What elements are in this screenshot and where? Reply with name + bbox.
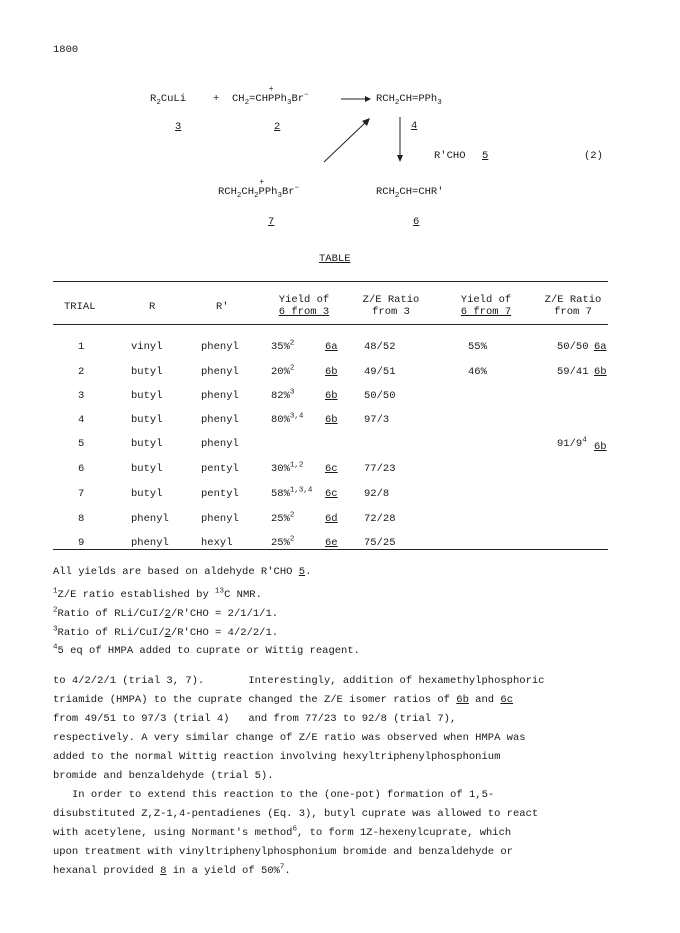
cell-ratio-from-7: 59/41: [557, 366, 589, 378]
cell-trial: 6: [78, 463, 85, 475]
cell-rprime: phenyl: [201, 438, 239, 450]
cell-r: butyl: [131, 438, 163, 450]
cell-product-from-7: 6a: [594, 341, 607, 353]
cell-product-from-3: 6e: [325, 537, 338, 549]
cell-yield-from-3: 25%$^2$: [271, 511, 295, 525]
cell-yield-from-3: 80%$^{3,4}$: [271, 412, 304, 426]
reaction-arrow-icon: [340, 94, 372, 104]
cell-ratio-from-3: 75/25: [364, 537, 396, 549]
table-header-rule: [53, 324, 608, 325]
cell-product-from-3: 6c: [325, 463, 338, 475]
cell-product-from-3: 6b: [325, 414, 338, 426]
label-6: 6: [413, 216, 420, 228]
body-line: disubstituted Z,Z-1,4-pentadienes (Eq. 3), butyl cuprate was allowed to react: [53, 808, 539, 820]
aldehyde: R'CHO: [434, 150, 466, 162]
footnote-general: All yields are based on aldehyde R'CHO 5.: [53, 566, 312, 578]
label-5: 5: [482, 150, 489, 162]
page-number: 1800: [53, 44, 79, 56]
cell-yield-from-3: 35%$^2$: [271, 339, 295, 353]
cell-ratio-from-3: 48/52: [364, 341, 396, 353]
body-line: triamide (HMPA) to the cuprate changed the Z/E isomer ratios of 6b and 6c: [53, 694, 513, 706]
cell-trial: 4: [78, 414, 85, 426]
cell-trial: 8: [78, 513, 85, 525]
cell-yield-from-3: 30%$^{1,2}$: [271, 461, 304, 475]
footnote-1: $^1$Z/E ratio established by $^{13}$C NMR.: [53, 587, 262, 601]
down-arrow-icon: [395, 116, 405, 164]
cell-ratio-from-3: 49/51: [364, 366, 396, 378]
cell-rprime: phenyl: [201, 513, 239, 525]
cell-rprime: phenyl: [201, 414, 239, 426]
cell-trial: 7: [78, 488, 85, 500]
cell-r: butyl: [131, 390, 163, 402]
body-line: hexanal provided 8 in a yield of 50%$^7$.: [53, 863, 291, 877]
cell-ratio-from-3: 50/50: [364, 390, 396, 402]
reagent-2: $CH_2=CH+ PPh_3Br^-$: [232, 93, 309, 105]
body-line: bromide and benzaldehyde (trial 5).: [53, 770, 274, 782]
cell-rprime: phenyl: [201, 390, 239, 402]
cell-r: butyl: [131, 488, 163, 500]
header-r: R: [149, 301, 156, 313]
table-top-rule: [53, 281, 608, 282]
body-line: In order to extend this reaction to the (one-pot) formation of 1,5-: [72, 789, 495, 801]
body-line: added to the normal Wittig reaction involving hexyltriphenylphosphonium: [53, 751, 501, 763]
cell-yield-from-7: 46%: [468, 366, 487, 378]
header-rprime: R': [216, 301, 229, 313]
cell-product-from-3: 6b: [325, 366, 338, 378]
header-yield-from-3: Yield of 6 from 3: [278, 294, 330, 318]
cell-product-from-7: 6b: [594, 366, 607, 378]
cell-ratio-from-3: 77/23: [364, 463, 396, 475]
cell-rprime: phenyl: [201, 341, 239, 353]
cell-r: phenyl: [131, 537, 169, 549]
cell-trial: 2: [78, 366, 85, 378]
label-7: 7: [268, 216, 275, 228]
product-4: $RCH_2CH=PPh_3$: [376, 93, 442, 108]
plus-sign: +: [213, 93, 220, 105]
cell-ratio-from-3: 92/8: [364, 488, 390, 500]
footnote-3: $^3$Ratio of RLi/CuI/2/R'CHO = 4/2/2/1.: [53, 625, 279, 639]
header-yield-from-7: Yield of 6 from 7: [460, 294, 512, 318]
cell-ratio-from-7: 50/50: [557, 341, 589, 353]
label-4: 4: [411, 120, 418, 132]
cell-rprime: pentyl: [201, 463, 239, 475]
equation-number: (2): [584, 150, 603, 162]
cell-product-from-3: 6a: [325, 341, 338, 353]
cell-trial: 1: [78, 341, 85, 353]
header-ratio-from-7: Z/E Ratio from 7: [544, 294, 602, 318]
cell-ratio-from-3: 97/3: [364, 414, 390, 426]
body-line: upon treatment with vinyltriphenylphosphonium bromide and benzaldehyde or: [53, 846, 513, 858]
cell-rprime: hexyl: [201, 537, 233, 549]
cell-yield-from-3: 20%$^2$: [271, 364, 295, 378]
diagonal-arrow-icon: [322, 116, 372, 164]
label-2: 2: [274, 121, 281, 133]
cell-trial: 5: [78, 438, 85, 450]
cell-r: phenyl: [131, 513, 169, 525]
label-3: 3: [175, 121, 182, 133]
cell-rprime: phenyl: [201, 366, 239, 378]
cell-product-from-3: 6c: [325, 488, 338, 500]
body-line: to 4/2/2/1 (trial 3, 7). Interestingly, addition of hexamethylphosphoric: [53, 675, 545, 687]
cell-r: butyl: [131, 463, 163, 475]
cell-ratio-from-3: 72/28: [364, 513, 396, 525]
cell-r: butyl: [131, 414, 163, 426]
body-line: from 49/51 to 97/3 (trial 4) and from 77/23 to 92/8 (trial 7),: [53, 713, 457, 725]
cell-yield-from-3: 25%$^2$: [271, 535, 295, 549]
body-line: with acetylene, using Normant's method$^6$, to form 1Z-hexenylcuprate, which: [53, 825, 512, 839]
cell-yield-from-7: 55%: [468, 341, 487, 353]
header-ratio-from-3: Z/E Ratio from 3: [362, 294, 420, 318]
header-trial: TRIAL: [64, 301, 96, 313]
salt-7: $RCH_2CH_2+ PPh_3Br^-$: [218, 186, 299, 198]
cell-ratio-from-7: $91/9^4$: [557, 436, 587, 450]
cell-trial: 9: [78, 537, 85, 549]
cell-yield-from-3: 58%$^{1,3,4}$: [271, 486, 313, 500]
table-title: TABLE: [319, 253, 351, 265]
cell-trial: 3: [78, 390, 85, 402]
olefin-6: $RCH_2CH=CHR'$: [376, 186, 444, 201]
reagent-3: $R_2CuLi$: [150, 93, 187, 108]
table-bottom-rule: [53, 549, 608, 550]
cell-product-from-7: 6b: [594, 441, 607, 453]
body-line: respectively. A very similar change of Z/E ratio was observed when HMPA was: [53, 732, 526, 744]
cell-yield-from-3: 82%$^3$: [271, 388, 295, 402]
cell-product-from-3: 6b: [325, 390, 338, 402]
footnote-4: $^4$5 eq of HMPA added to cuprate or Wittig reagent.: [53, 643, 360, 657]
cell-rprime: pentyl: [201, 488, 239, 500]
cell-r: vinyl: [131, 341, 163, 353]
cell-r: butyl: [131, 366, 163, 378]
cell-product-from-3: 6d: [325, 513, 338, 525]
footnote-2: $^2$Ratio of RLi/CuI/2/R'CHO = 2/1/1/1.: [53, 606, 279, 620]
